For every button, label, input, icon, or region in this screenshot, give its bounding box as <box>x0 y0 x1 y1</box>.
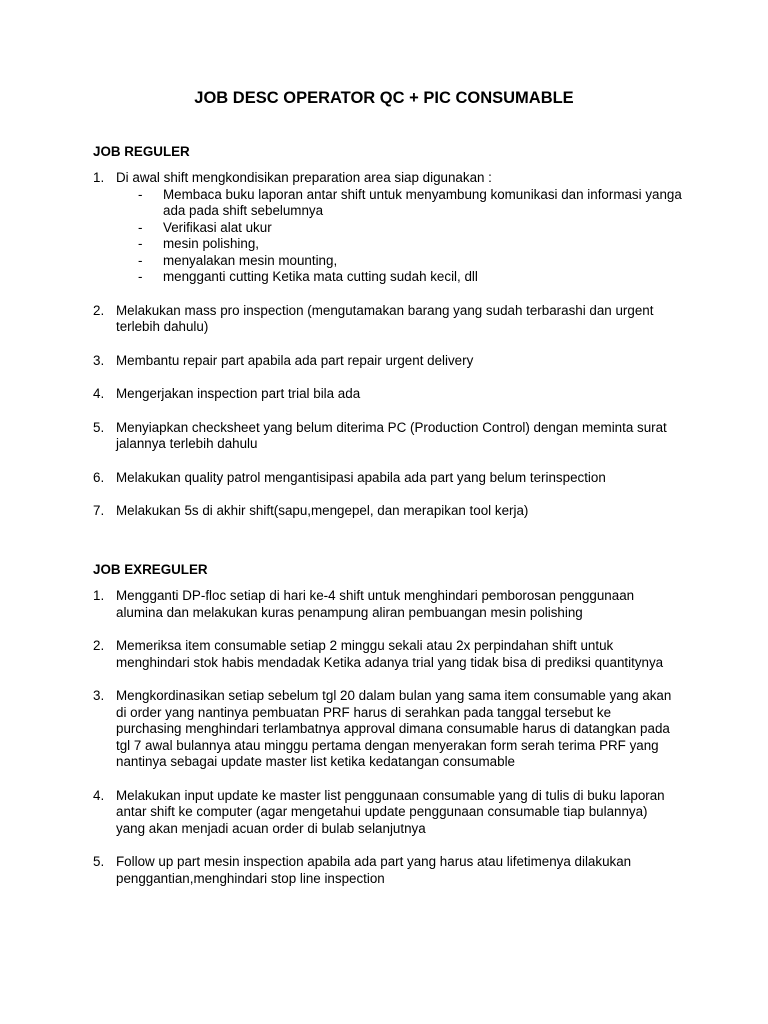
section-heading-exreguler: JOB EXREGULER <box>93 562 208 577</box>
item-number: 5. <box>93 854 105 869</box>
list-item <box>0 470 768 487</box>
item-text: Melakukan input update ke master list penggunaan consumable yang di tulis di buku laporan antar shift ke computer (agar mengetahui update penggunaan consumable tiap bulannya) yang akan menjadi acuan order di bulab selanjutnya <box>116 787 665 836</box>
exreguler-list <box>0 588 768 904</box>
sub-item-text: mesin polishing, <box>163 236 260 251</box>
list-item <box>0 503 768 520</box>
item-number: 2. <box>93 302 105 318</box>
item-text: Mengkordinasikan setiap sebelum tgl 20 dalam bulan yang sama item consumable yang akan di order yang nantinya pembuatan PRF harus di serahkan pada tanggal tersebut ke purchasing menghindari terlambatnya approval dimana consumable harus di datangkan pada tgl 7 awal bulannya atau minggu pertama dengan menyerakan form serah terima PRF yang nantinya sebagai update master list ketika kedatangan consumable <box>116 688 672 769</box>
dash-bullet: - <box>138 269 143 284</box>
item-number: 4. <box>93 386 105 401</box>
item-text: Menyiapkan checksheet yang belum diterima PC (Production Control) dengan meminta surat jalannya terlebih dahulu <box>116 419 667 451</box>
sub-list-item <box>0 187 768 220</box>
list-item <box>0 588 768 621</box>
item-text: Di awal shift mengkondisikan preparation area siap digunakan : <box>116 170 492 185</box>
sub-list-item <box>0 236 768 253</box>
sub-list-item <box>0 220 768 237</box>
item-text: Follow up part mesin inspection apabila ada part yang harus atau lifetimenya dilakukan penggantian,menghindari stop line inspection <box>116 854 632 886</box>
list-item <box>0 688 768 771</box>
item-text: Mengerjakan inspection part trial bila ada <box>116 386 361 401</box>
list-item <box>0 420 768 453</box>
reguler-list <box>0 170 768 537</box>
dash-bullet: - <box>138 186 143 202</box>
item-number: 4. <box>93 787 105 803</box>
item-number: 1. <box>93 588 105 603</box>
item-text: Melakukan mass pro inspection (mengutamakan barang yang sudah terbarashi dan urgent terlebih dahulu) <box>116 302 654 334</box>
item-number: 3. <box>93 688 105 703</box>
item-number: 3. <box>93 352 105 368</box>
dash-bullet: - <box>138 236 143 251</box>
sub-item-text: Verifikasi alat ukur <box>163 219 272 235</box>
sub-item-text: mengganti cutting Ketika mata cutting sudah kecil, dll <box>163 269 478 284</box>
sub-list-item <box>0 269 768 286</box>
item-number: 2. <box>93 638 105 653</box>
item-text: Membantu repair part apabila ada part repair urgent delivery <box>116 352 474 368</box>
item-text: Mengganti DP-floc setiap di hari ke-4 shift untuk menghindari pemborosan penggunaan alumina dan melakukan kuras penampung aliran pembuangan mesin polishing <box>116 588 635 620</box>
list-item <box>0 170 768 286</box>
sub-item-text: Membaca buku laporan antar shift untuk menyambung komunikasi dan informasi yanga ada pada shift sebelumnya <box>163 186 682 218</box>
item-number: 5. <box>93 419 105 435</box>
list-item <box>0 303 768 336</box>
item-number: 1. <box>93 170 105 185</box>
list-item <box>0 854 768 887</box>
item-text: Melakukan quality patrol mengantisipasi apabila ada part yang belum terinspection <box>116 469 606 485</box>
list-item <box>0 386 768 403</box>
section-heading-reguler: JOB REGULER <box>93 144 190 159</box>
item-text: Memeriksa item consumable setiap 2 minggu sekali atau 2x perpindahan shift untuk menghindari stok habis mendadak Ketika adanya trial yang tidak bisa di prediksi quantitynya <box>116 638 664 670</box>
sub-list <box>0 187 768 286</box>
item-number: 7. <box>93 503 105 518</box>
item-number: 6. <box>93 469 105 485</box>
dash-bullet: - <box>138 252 143 268</box>
sub-list-item <box>0 253 768 270</box>
sub-item-text: menyalakan mesin mounting, <box>163 252 338 268</box>
dash-bullet: - <box>138 219 143 235</box>
list-item <box>0 638 768 671</box>
item-text: Melakukan 5s di akhir shift(sapu,mengepel, dan merapikan tool kerja) <box>116 503 529 518</box>
list-item <box>0 788 768 838</box>
list-item <box>0 353 768 370</box>
document-title: JOB DESC OPERATOR QC + PIC CONSUMABLE <box>194 89 574 107</box>
